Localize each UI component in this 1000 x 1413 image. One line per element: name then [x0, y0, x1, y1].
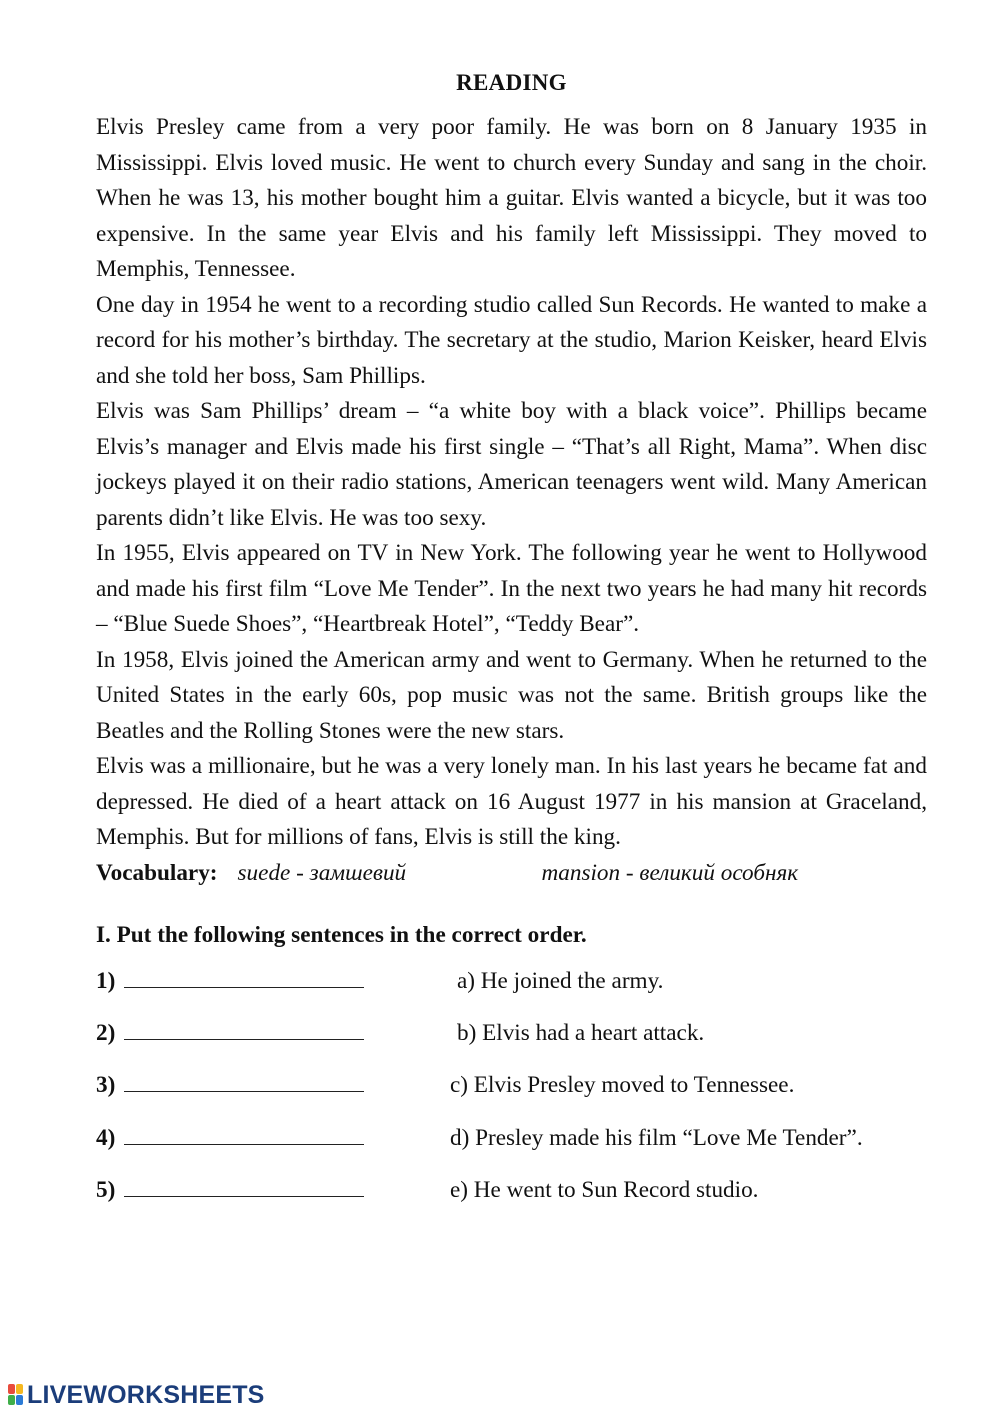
sentence-e: e) He went to Sun Record studio.: [450, 1176, 759, 1203]
order-number: 4): [96, 1124, 116, 1151]
order-row-2: [96, 1019, 927, 1071]
order-number: 2): [96, 1020, 116, 1047]
liveworksheets-logo-icon: [8, 1384, 24, 1406]
answer-blank-5[interactable]: [124, 1176, 364, 1197]
paragraph-3: Elvis was Sam Phillips’ dream – “a white boy with a black voice”. Phillips became Elvis’s manager and Elvis made his first single – “That’s all Right, Mama”. When disc jockeys played it on their radio stations, American teenagers went wild. Many American parents didn’t like Elvis. He was too sexy.: [96, 398, 927, 531]
paragraph-5: In 1958, Elvis joined the American army and went to Germany. When he returned to the United States in the early 60s, pop music was not the same. British groups like the Beatles and the Rolling Stones were the new stars.: [96, 646, 927, 744]
order-number: 1): [96, 968, 116, 994]
worksheet: [96, 70, 927, 1228]
order-number: 5): [96, 1176, 116, 1203]
paragraph-1: Elvis Presley came from a very poor family. He was born on 8 January 1935 in Mississippi. Elvis loved music. He went to church every Sunday and sang in the choir. When he was 13, his mother bought him a guitar. Elvis wanted a bicycle, but it was too expensive. In the same year Elvis and his family left Mississippi. They moved to Memphis, Tennessee.: [96, 114, 927, 282]
page-title: READING: [456, 70, 567, 95]
sentence-a: a) He joined the army.: [457, 968, 664, 994]
vocabulary-item-suede: suede - замшевий: [237, 859, 407, 886]
task-title: I. Put the following sentences in the correct order.: [96, 922, 587, 948]
answer-blank-3[interactable]: [124, 1071, 364, 1092]
sentence-b: b) Elvis had a heart attack.: [457, 1020, 705, 1047]
vocabulary-item-mansion: mansion - великий особняк: [541, 859, 799, 886]
order-number: 3): [96, 1072, 116, 1099]
sentence-d: d) Presley made his film “Love Me Tender”.: [450, 1124, 863, 1151]
brand-name: LIVEWORKSHEETS: [27, 1380, 265, 1409]
order-row-5: [96, 1176, 927, 1228]
paragraph-2: One day in 1954 he went to a recording studio called Sun Records. He wanted to make a record for his mother’s birthday. The secretary at the studio, Marion Keisker, heard Elvis and she told her boss, Sam Phillips.: [96, 291, 927, 389]
footer-brand: [8, 1380, 265, 1410]
paragraph-6: Elvis was a millionaire, but he was a very lonely man. In his last years he became fat and depressed. He died of a heart attack on 16 August 1977 in his mansion at Graceland, Memphis. But for millions of fans, Elvis is still the king.: [96, 753, 927, 850]
order-row-3: [96, 1071, 927, 1123]
sentence-c: c) Elvis Presley moved to Tennessee.: [450, 1072, 795, 1099]
paragraph-4: In 1955, Elvis appeared on TV in New York. The following year he went to Hollywood and made his first film “Love Me Tender”. In the next two years he had many hit records – “Blue Suede Shoes”, “Heartbreak Hotel”, “Teddy Bear”.: [96, 540, 927, 637]
answer-blank-1[interactable]: [124, 967, 364, 988]
vocabulary-line: [96, 856, 927, 892]
answer-blank-2[interactable]: [124, 1019, 364, 1040]
order-row-1: [96, 967, 927, 1019]
vocabulary-label: Vocabulary:: [96, 859, 218, 886]
order-row-4: [96, 1124, 927, 1176]
answer-blank-4[interactable]: [124, 1124, 364, 1145]
